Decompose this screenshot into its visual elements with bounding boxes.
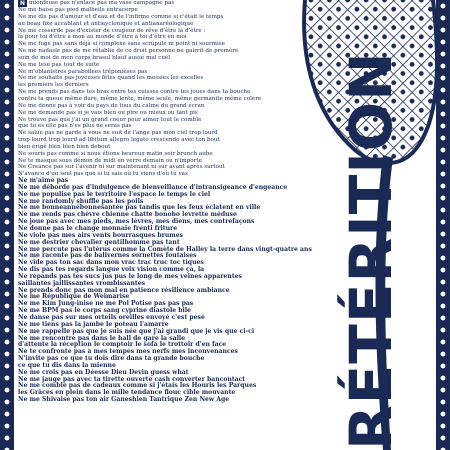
initial-letter-badge: N xyxy=(19,0,26,7)
poem-line-text: Ne me destrier chevalier gentilhomme pas tant xyxy=(18,238,180,246)
poem-line-text: Ne me fuge pas sans déjà si complexe sans scrupule ni point ni sourmise xyxy=(18,41,225,48)
poem-line xyxy=(18,82,308,89)
poem-line-text: soin de moi de mon corps brasul blauf aussé mal cuel xyxy=(18,54,171,61)
poem-line xyxy=(18,110,308,117)
poem-line xyxy=(18,55,308,62)
poem-line-text: contre ta queue même dure, même lente, même seule, même germanite même colère xyxy=(18,95,262,102)
poem-line-text: Ne me crois pas en Déesse Dieu Devin guess what xyxy=(18,368,189,376)
poem-line-text: au beau fixe accablant et antieyclonique et antianaréologique xyxy=(18,20,194,27)
poem-line-text: Ne me comble pas de cadeaux comme si j'étais les Houris les Parques xyxy=(18,382,257,390)
poem-line-text: les premiers les derniers xyxy=(18,82,89,89)
poem-line-text: Ne me demande pas si je vais bien ou pire ou mieux ou tant pis xyxy=(18,109,198,116)
poem-line xyxy=(18,21,308,28)
poem-line-text: Ne me rencontre pas dans le hall de gare la salle xyxy=(18,334,186,342)
poem-line-text: là pour toi d'être à mon au monde d'être à toi d'être en moi xyxy=(18,34,187,41)
poem-line-text: d'attente la réception le comptoir le sofa le trottoir d'en face xyxy=(18,341,227,349)
poem-line-text: Ne salue pas ne garde à vous ne suit de l'ange pas mon ciel trop lourd xyxy=(18,130,218,137)
poem-line-text: Ne me raconte pas de balivernes sornettes foutaises xyxy=(18,252,197,260)
poem-line-text: Ne Creance pas sur l'avenir ni sur maintenant ni sur avant après surtout xyxy=(18,164,225,171)
poem-line-text: bien érigé bien bien bien debout xyxy=(18,143,111,150)
poem-line-text: que tu es elle pas n'es plus ne seras pas xyxy=(18,123,132,130)
poem-line xyxy=(18,0,308,7)
poem-line xyxy=(18,130,308,137)
poem-line-text: Ne me randomly shuffle pas les poils xyxy=(18,197,144,205)
poem-line-text: Ne dis pas tes regards langue voix vision comme ça, la xyxy=(18,266,205,274)
text-column xyxy=(18,0,312,450)
poem-line-text: Ne me percute pas l'utérus comme la Comète de Halley la terre dans vingt-quatre ans xyxy=(18,245,312,253)
poem-line-text: Ne viole pas mes airs vents bourrasques brumes xyxy=(18,231,184,239)
poem-line-text: Ne trouve pas que j'ai un grand coeur pour aimer tout le comble xyxy=(18,116,202,123)
poem-line-text: ce que tu dis dans la mienne xyxy=(18,361,116,369)
poem-line xyxy=(18,151,308,158)
poem-line-text: mionfeuse pas n'enlace pas ma vase campagne pas xyxy=(29,0,175,6)
poem-line xyxy=(18,48,308,55)
poem-line-text: Ne prends donc pas mon mal en patience résilience ambiance xyxy=(18,286,230,294)
poem-line-text: Ne me donne pas à voir du pays de tous du calme du grand écran xyxy=(18,102,205,109)
poem-line-text: Ne me Shivaise pas ton air Ganeshien Tantrique Zen New Age xyxy=(18,396,230,404)
poem-line xyxy=(18,96,308,103)
poem-line-text: Ne me cosserde pas d'exister de coupeur de rêve d'être là d'être : xyxy=(18,27,206,34)
poem-line-text: Ne souris pas comme si nous étions heureux matin soir brunch aube xyxy=(18,150,213,157)
poem-line-text: Ne me populise pas le territoire l'espace le temps le ciel xyxy=(18,190,211,198)
poem-line-text: Ne me rends pas chèvre chienne chatte bonobo levrette méduse xyxy=(18,211,237,219)
poem-line-text: Ne me tese pas tout de suite xyxy=(18,61,100,68)
poem-line-text: Ne m'oblanistres paraboilees tréponièses pas xyxy=(18,68,148,75)
poem-line-text: Ne m'aime pas xyxy=(18,177,69,185)
poem-line-text: Ne me jauge pas avec ta tirette ouverte cash converter bancontact xyxy=(18,375,246,383)
poem-line xyxy=(18,397,308,404)
poem-line-text: Ne me baise pas pied malheile entracerpe xyxy=(18,7,138,13)
poem-line-text: Ne donne pas le change monnaie frenti friture xyxy=(18,225,178,232)
poem-line xyxy=(18,62,308,69)
poem-line-text: Ne me déborde pas d'indulgence de bienveillance d'intransigeance d'engeance xyxy=(18,183,288,191)
poem-line-text: Ne me prends pas dans tes bras entre tes cuisses contre tes joues dans ta bouche xyxy=(18,89,251,96)
poem-line-text: Ne répands pas tes sucs jus pus le long de mes veines apparentes xyxy=(18,272,242,280)
poem-line-text: trop lourd trop lourd ad libitum allegro legato crescendo avec ton bout xyxy=(18,137,220,144)
poem-line-text: saillantes jaillissantes vrombissantes xyxy=(18,279,146,287)
poem-line-text: Ne te masque sous démon de midi en verre demain ou n'importe xyxy=(18,157,202,164)
poem-line-text: Ne vide pas ton sac dans mon vrac trac truc toc tiques xyxy=(18,259,204,267)
poem-line-text: Ne me BPM pas le corps sang cyprine diastole bile xyxy=(18,307,192,315)
poem-line-text: Ne me nadasle pas de me rétablie de ce droit personne ne gairrit de premère xyxy=(18,48,239,55)
poem-line-text: les Grâces en plein dans le mille tendance flouc cible mouvante xyxy=(18,389,236,397)
poem-line-text: Ne joue pas avec mes pieds, mes lèvres, mes diens, mes contrefaçons xyxy=(18,218,255,226)
poem-line xyxy=(18,14,308,21)
poem-line-text: Ne me souhaite pas joyeuses fêtes quand les messies les excelles xyxy=(18,75,204,82)
poem-line xyxy=(18,89,308,96)
poem-line xyxy=(18,117,308,124)
poem-text xyxy=(18,0,312,404)
poem-line-text: Ne me Kim Jung-inise ne me Pol Potise pas pas pas xyxy=(18,300,194,308)
poem-line xyxy=(18,75,308,82)
vertical-title: RÉTÉRITION xyxy=(337,51,405,450)
poem-line-text: Ne me bonneannébonnesantée pas tandis que les feux éclatent en ville xyxy=(18,204,261,212)
left-pattern-border xyxy=(0,0,14,450)
poem-line-text: Ne me dis pas d'amour et d'eau et de l'infirme comme si c'était le temps xyxy=(18,13,224,20)
poem-line xyxy=(18,137,308,144)
poem-line xyxy=(18,144,308,151)
poem-line-text: Ne te confronte pas à mes tempes mes nerfs mes inconvenances xyxy=(18,348,238,356)
poem-line-text: Ne me République de Weimarise xyxy=(18,293,130,301)
poem-line-text: Ne me rappelle pas que je suis née que j'ai grandi que je vis que ci-ci xyxy=(18,327,255,335)
poem-line xyxy=(18,103,308,110)
poem-line-text: Ne me tiens pas la jambe le poteau l'amarre xyxy=(18,320,169,328)
poem-line-text: Ne danse pas sur mes orteils oreilles envoyé c'est pesé xyxy=(18,313,205,321)
poem-line xyxy=(18,7,308,14)
poem-line-text: N'avance d'un seul pas que si tu sais où tu viens d'où tu vas xyxy=(18,171,188,178)
poem-line-text: N'invite pas ce que tu dois dire dans ta grande bouche xyxy=(18,355,205,363)
